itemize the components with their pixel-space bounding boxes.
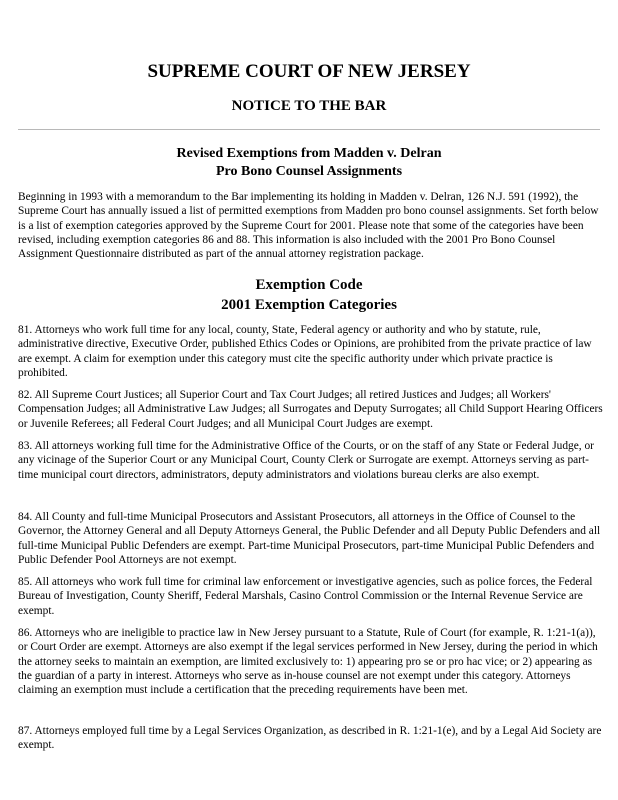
notice-title: NOTICE TO THE BAR: [231, 98, 387, 114]
horizontal-divider: [18, 129, 600, 130]
section-heading-line-1: Revised Exemptions from Madden v. Delran: [176, 146, 442, 161]
section-heading-line-2: Pro Bono Counsel Assignments: [215, 164, 403, 179]
court-title: SUPREME COURT OF NEW JERSEY: [147, 61, 471, 82]
exemption-item-83: 83. All attorneys working full time for the Administrative Office of the Courts, or on the staff of any State or Federal Judge, or any vicinage of the Superior Court or any Municipal Court, County Clerk or Surrogate are exempt. Attorneys serving as part-time municipal court directors, administrators, deputy administrators and violations bureau clerks are also exempt.: [18, 440, 594, 481]
section-heading-exemptions: [0, 145, 618, 181]
intro-paragraph: Beginning in 1993 with a memorandum to the Bar implementing its holding in Madden v. Delran, 126 N.J. 591 (1992), the Supreme Court has annually issued a list of permitted exemptions from Madden pro bono counsel assignments. Set forth below is a list of exemption categories approved by the Supreme Court for 2001. Please note that some of the categories have been revised, including exemption categories 86 and 88. This information is also included with the 2001 Pro Bono Counsel Assignment Questionnaire distributed as part of the annual attorney registration package.: [18, 191, 599, 261]
section-heading-exemption-code: [0, 275, 618, 315]
exemption-item-82: 82. All Supreme Court Justices; all Superior Court and Tax Court Judges; all retired Justices and Judges; all Workers' Compensation Judges; all Administrative Law Judges; all Surrogates and Deputy Surrogates; all Child Support Hearing Officers or Juvenile Referees; all Federal Court Judges; and all Municipal Court Judges are exempt.: [18, 389, 603, 430]
exemption-item-85: 85. All attorneys who work full time for criminal law enforcement or investigative agencies, such as police forces, the Federal Bureau of Investigation, County Sheriff, Federal Marshals, Casino Control Commission or the Internal Revenue Service are exempt.: [18, 576, 593, 617]
exemption-item-81: 81. Attorneys who work full time for any local, county, State, Federal agency or authority and who by statute, rule, administrative directive, Executive Order, published Ethics Codes or Opinions, are prohibited from the private practice of law are exempt. A claim for exemption under this category must cite the specific authority under which private practice is prohibited.: [18, 324, 592, 379]
exemption-item-84: 84. All County and full-time Municipal Prosecutors and Assistant Prosecutors, all attorneys in the Office of Counsel to the Governor, the Attorney General and all Deputy Attorneys General, the Public Defender and all Deputy Public Defenders and all full-time Municipal Public Defenders are exempt. Part-time Municipal Prosecutors, part-time Municipal Public Defenders and Public Defender Pool Attorneys are not exempt.: [18, 511, 601, 566]
exemption-item-86: 86. Attorneys who are ineligible to practice law in New Jersey pursuant to a Statute, Rule of Court (for example, R. 1:21-1(a)), or Court Order are exempt. Attorneys are also exempt if the legal services performed in New Jersey, during the period in which the attorney seeks to maintain an exemption, are limited exclusively to: 1) appearing pro se or pro hac vice; or 2) appearing as the guardian of a party in interest. Attorneys who serve as in-house counsel are not exempt under this category. Attorneys claiming an exemption must include a certification that the preceding requirements have been met.: [18, 627, 598, 697]
exemption-code-line-1: Exemption Code: [255, 277, 363, 293]
exemption-item-87: 87. Attorneys employed full time by a Legal Services Organization, as described in R. 1:21-1(e), and by a Legal Aid Society are exempt.: [18, 725, 602, 752]
exemption-code-line-2: 2001 Exemption Categories: [221, 297, 397, 313]
